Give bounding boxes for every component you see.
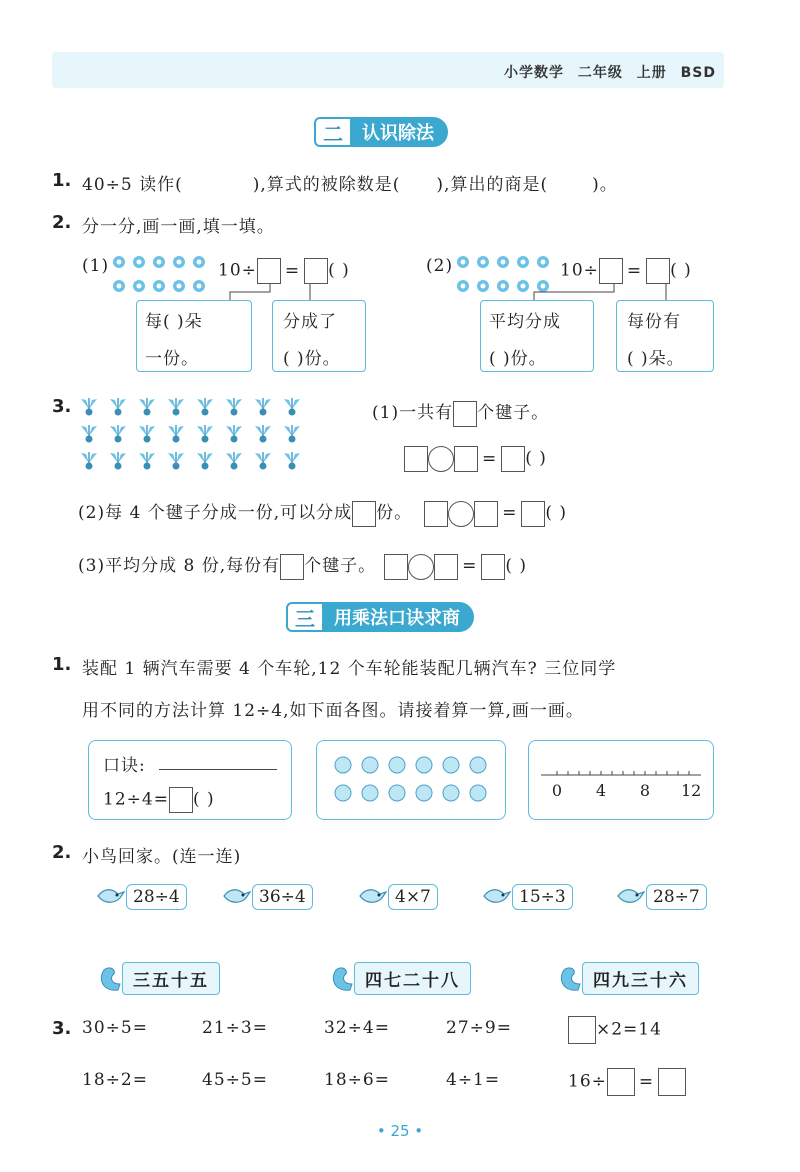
shuttlecock-icon — [165, 396, 187, 418]
bird-expression: 4×7 — [388, 884, 438, 910]
shuttlecock-icon — [107, 450, 129, 472]
shuttlecock-icon — [223, 423, 245, 445]
flower-icon — [536, 255, 550, 269]
counter-circle — [389, 785, 405, 801]
answer-box[interactable] — [434, 554, 458, 580]
method-panel-numberline — [528, 740, 714, 820]
shuttlecock-icon — [107, 423, 129, 445]
shuttlecock-icon — [223, 396, 245, 418]
birds-row — [96, 882, 716, 918]
tick-label: 0 — [551, 781, 563, 800]
answer-box[interactable] — [521, 501, 545, 527]
header-volume: 上册 — [636, 65, 667, 81]
division-equation: 10÷ = ( ) — [218, 258, 350, 284]
nest-card[interactable] — [556, 962, 699, 995]
shuttlecock-icon — [136, 396, 158, 418]
shuttlecock-icon — [107, 396, 129, 418]
calc-item: 45÷5= — [202, 1070, 268, 1090]
fill-box: 分成了 ( )份。 — [272, 300, 366, 372]
circle-grid — [331, 753, 491, 809]
bird-icon — [482, 882, 512, 912]
flower-icon — [112, 279, 126, 293]
part-label: (1) — [82, 256, 110, 276]
answer-box[interactable] — [474, 501, 498, 527]
equation-template: = ( ) — [404, 446, 547, 472]
bird-expression: 36÷4 — [252, 884, 313, 910]
bird-icon — [616, 882, 646, 912]
flower-icon — [152, 255, 166, 269]
question-number: 1. — [52, 654, 72, 675]
bird-card[interactable] — [616, 882, 707, 912]
shuttlecock-icon — [223, 450, 245, 472]
shuttlecock-icon — [252, 396, 274, 418]
answer-box[interactable] — [304, 258, 328, 284]
counter-circle — [335, 757, 351, 773]
question-number: 3. — [52, 1018, 72, 1039]
tick-label: 4 — [595, 781, 607, 800]
counter-circle — [470, 757, 486, 773]
question-number: 2. — [52, 212, 72, 233]
counter-circle — [416, 757, 432, 773]
shuttlecock-icon — [165, 423, 187, 445]
question-text-line-1: 装配 1 辆汽车需要 4 个车轮,12 个车轮能装配几辆汽车? 三位同学 — [82, 659, 617, 679]
calc-item: 4÷1= — [446, 1070, 501, 1090]
multiplication-rhyme: 三五十五 — [122, 962, 220, 995]
counter-circle — [443, 757, 459, 773]
answer-box[interactable] — [257, 258, 281, 284]
squirrel-tail-icon — [556, 964, 582, 994]
page-number: • 25 • — [376, 1122, 424, 1140]
shuttlecock-icon — [78, 423, 100, 445]
flower-icon — [476, 255, 490, 269]
shuttlecock-icon — [194, 396, 216, 418]
shuttlecock-icon — [252, 450, 274, 472]
question-text: 40÷5 读作( ),算式的被除数是( ),算出的商是( )。 — [82, 175, 618, 195]
counter-circle — [416, 785, 432, 801]
shuttlecock-icon — [281, 423, 303, 445]
header-subject: 小学数学 — [504, 65, 564, 81]
bird-card[interactable] — [222, 882, 313, 912]
shuttlecock-icon — [136, 450, 158, 472]
answer-box[interactable] — [568, 1016, 596, 1044]
shuttlecock-icon — [281, 450, 303, 472]
answer-box[interactable] — [646, 258, 670, 284]
calc-item: 27÷9= — [446, 1018, 512, 1038]
multiplication-rhyme: 四九三十六 — [582, 962, 699, 995]
bird-expression: 28÷7 — [646, 884, 707, 910]
counter-circle — [335, 785, 351, 801]
answer-box[interactable] — [607, 1068, 635, 1096]
fill-box: 每份有 ( )朵。 — [616, 300, 714, 372]
answer-box[interactable] — [501, 446, 525, 472]
nest-card[interactable] — [96, 962, 220, 995]
flower-icon — [132, 255, 146, 269]
question-number: 3. — [52, 396, 72, 417]
fill-box: 每( )朵 一份。 — [136, 300, 252, 372]
nest-card[interactable] — [328, 962, 471, 995]
bird-icon — [96, 882, 126, 912]
calc-item-missing-quotient: 16÷ = — [568, 1068, 686, 1096]
formula-equation: 12÷4= ( ) — [103, 787, 215, 813]
division-equation: 10÷ = ( ) — [560, 258, 692, 284]
counter-circle — [389, 757, 405, 773]
bird-expression: 15÷3 — [512, 884, 573, 910]
shuttlecock-icon — [136, 423, 158, 445]
bird-card[interactable] — [482, 882, 573, 912]
bird-card[interactable] — [358, 882, 438, 912]
answer-box[interactable] — [352, 501, 376, 527]
flower-icon — [192, 255, 206, 269]
calc-item: 18÷6= — [324, 1070, 390, 1090]
answer-box[interactable] — [599, 258, 623, 284]
section-banner-3 — [286, 602, 474, 632]
calc-item: 32÷4= — [324, 1018, 390, 1038]
operator-circle[interactable] — [428, 446, 454, 472]
question-number: 2. — [52, 842, 72, 863]
counter-circle — [362, 785, 378, 801]
shuttlecock-icon — [194, 450, 216, 472]
counter-circle — [443, 785, 459, 801]
bird-expression: 28÷4 — [126, 884, 187, 910]
question-text: 小鸟回家。(连一连) — [82, 847, 242, 867]
multiplication-rhyme: 四七二十八 — [354, 962, 471, 995]
shuttlecock-grid — [78, 396, 318, 474]
fill-box: 平均分成 ( )份。 — [480, 300, 594, 372]
formula-blank[interactable] — [159, 769, 277, 770]
section-banner-2 — [314, 117, 448, 147]
shuttlecock-icon — [78, 450, 100, 472]
flower-icon — [516, 255, 530, 269]
calc-item-missing-factor: ×2=14 — [568, 1016, 662, 1044]
operator-circle[interactable] — [408, 554, 434, 580]
answer-box[interactable] — [658, 1068, 686, 1096]
section-title: 用乘法口诀求商 — [324, 602, 474, 632]
calc-item: 30÷5= — [82, 1018, 148, 1038]
bird-icon — [358, 882, 388, 912]
bird-icon — [222, 882, 252, 912]
section-badge: 三 — [286, 602, 324, 632]
answer-box[interactable] — [453, 401, 477, 427]
flower-icon — [496, 255, 510, 269]
flower-icon — [456, 279, 470, 293]
method-panel-formula — [88, 740, 292, 820]
shuttlecock-icon — [165, 450, 187, 472]
answer-box[interactable] — [384, 554, 408, 580]
bird-card[interactable] — [96, 882, 187, 912]
flower-icon — [112, 255, 126, 269]
question-text: 分一分,画一画,填一填。 — [82, 217, 275, 237]
shuttlecock-icon — [281, 396, 303, 418]
formula-label: 口诀: — [103, 756, 146, 776]
flower-icon — [456, 255, 470, 269]
shuttlecock-icon — [194, 423, 216, 445]
sub-question-1: (1)一共有 个毽子。 — [372, 398, 549, 427]
tick-label: 8 — [639, 781, 651, 800]
houses-row — [96, 962, 716, 998]
answer-box[interactable] — [404, 446, 428, 472]
tick-label: 12 — [681, 781, 702, 800]
section-badge: 二 — [314, 117, 352, 147]
method-panel-circles — [316, 740, 506, 820]
shuttlecock-icon — [78, 396, 100, 418]
answer-box[interactable] — [454, 446, 478, 472]
flower-icon — [172, 255, 186, 269]
answer-box[interactable] — [280, 554, 304, 580]
sub-question-2: (2)每 4 个毽子分成一份,可以分成 份。 = ( ) — [78, 498, 567, 527]
answer-box[interactable] — [481, 554, 505, 580]
sub-question-3: (3)平均分成 8 份,每份有 个毽子。 = ( ) — [78, 551, 527, 580]
number-line-labels — [539, 781, 705, 803]
shuttlecock-icon — [252, 423, 274, 445]
question-text-line-2: 用不同的方法计算 12÷4,如下面各图。请接着算一算,画一画。 — [82, 701, 584, 721]
answer-box[interactable] — [424, 501, 448, 527]
number-line — [539, 763, 705, 783]
operator-circle[interactable] — [448, 501, 474, 527]
squirrel-tail-icon — [328, 964, 354, 994]
question-number: 1. — [52, 170, 72, 191]
header-edition: BSD — [680, 65, 716, 81]
header-info — [504, 62, 716, 82]
section-title: 认识除法 — [352, 117, 448, 147]
counter-circle — [470, 785, 486, 801]
part-label: (2) — [426, 256, 454, 276]
squirrel-tail-icon — [96, 964, 122, 994]
counter-circle — [362, 757, 378, 773]
calc-item: 21÷3= — [202, 1018, 268, 1038]
header-grade: 二年级 — [577, 65, 623, 81]
answer-box[interactable] — [169, 787, 193, 813]
calc-item: 18÷2= — [82, 1070, 148, 1090]
